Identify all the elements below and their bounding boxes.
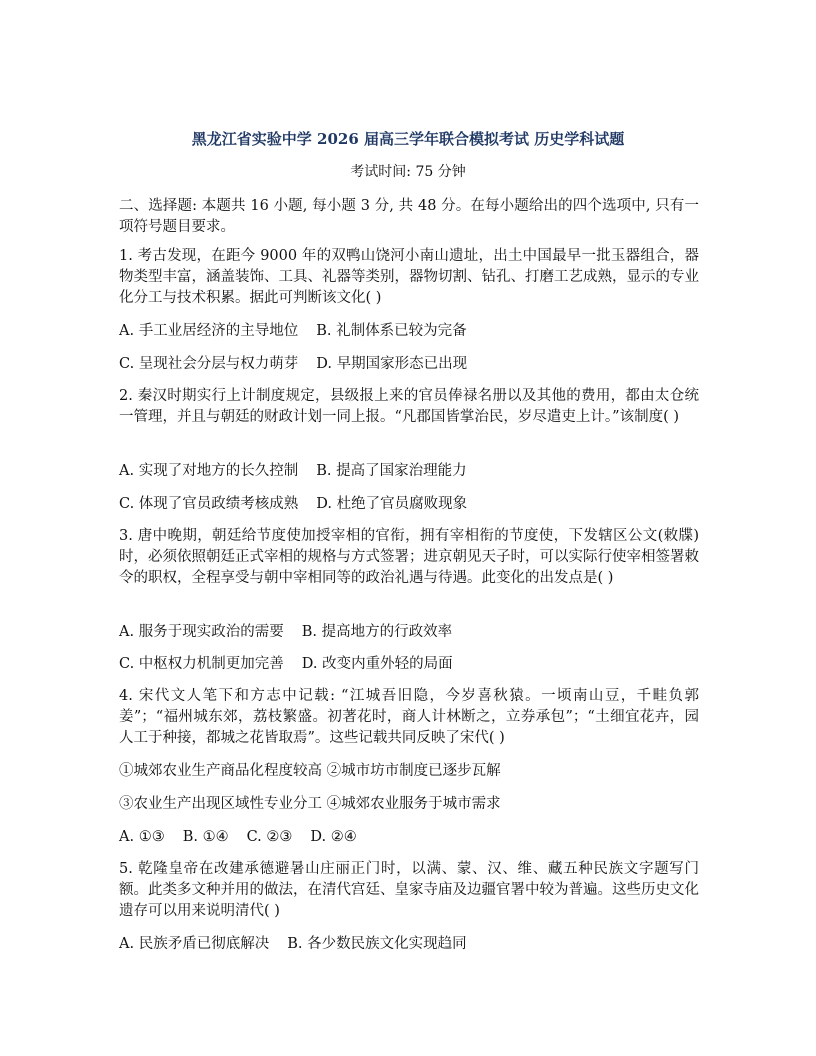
question-4-items-34: ③农业生产出现区域性专业分工 ④城郊农业服务于城市需求 [119,796,501,812]
question-5-option-a: A. 民族矛盾已彻底解决 [119,936,270,952]
question-1-options-ab [119,321,699,342]
question-4-option-b: B. ①④ [182,829,229,845]
question-1-options-cd [119,354,699,375]
question-4-items-12: ①城郊农业生产商品化程度较高 ②城市坊市制度已逐步瓦解 [119,763,501,779]
question-2-options-cd [119,494,699,515]
question-5-options-ab [119,934,699,955]
question-2-option-a: A. 实现了对地方的长久控制 [119,463,299,479]
question-3-option-b: B. 提高地方的行政效率 [301,624,453,640]
question-4-stem: 4. 宋代文人笔下和方志中记载: “江城吾旧隐，今岁喜秋猿。一顷南山豆，千畦负郭姜”；“福州城东郊，荔枝繁盛。初著花时，商人计林断之，立券承包”；“土细宜花卉，园人工于种接，都城之花皆取焉”。这些记载共同反映了宋代( ) [119,688,699,746]
question-1-option-d: D. 早期国家形态已出现 [316,356,468,372]
question-3-stem: 3. 唐中晚期，朝廷给节度使加授宰相的官衔，拥有宰相衔的节度使，下发辖区公文(敕牒)时，必须依照朝廷正式宰相的规格与方式签署；进京朝见天子时，可以实际行使宰相签署敕令的职权，全程享受与朝中宰相同等的政治礼遇与待遇。此变化的出发点是( ) [119,528,699,586]
question-1-option-a: A. 手工业居经济的主导地位 [119,323,299,339]
question-3-option-a: A. 服务于现实政治的需要 [119,624,284,640]
question-5-option-b: B. 各少数民族文化实现趋同 [287,936,467,952]
question-4-options [119,827,699,848]
question-2-option-d: D. 杜绝了官员腐败现象 [316,496,468,512]
question-5-stem: 5. 乾隆皇帝在改建承德避暑山庄丽正门时，以满、蒙、汉、维、藏五种民族文字题写门额。此类多文种并用的做法，在清代宫廷、皇家寺庙及边疆官署中较为普遍。这些历史文化遗存可以用来说明清代( ) [119,861,699,919]
question-3-option-d: D. 改变内重外轻的局面 [301,656,453,672]
question-4-option-d: D. ②④ [310,829,357,845]
question-4-option-c: C. ②③ [246,829,293,845]
question-1-option-b: B. 礼制体系已较为完备 [316,323,467,339]
exam-title: 黑龙江省实验中学 2026 届高三学年联合模拟考试 历史学科试题 [191,130,625,148]
question-4-option-a: A. ①③ [119,829,165,845]
question-1-stem: 1. 考古发现，在距今 9000 年的双鸭山饶河小南山遗址，出土中国最早一批玉器组合，器物类型丰富，涵盖装饰、工具、礼器等类别，器物切割、钻孔、打磨工艺成熟，显示的专业化分工与技术积累。据此可判断该文化( ) [119,248,699,306]
question-2-options-ab [119,461,699,482]
question-3-options-cd [119,654,699,675]
question-2-option-b: B. 提高了国家治理能力 [316,463,467,479]
question-2-stem: 2. 秦汉时期实行上计制度规定，县级报上来的官员俸禄名册以及其他的费用，都由太仓统一管理，并且与朝廷的财政计划一同上报。“凡郡国皆掌治民，岁尽遣吏上计。”该制度( ) [119,388,699,425]
section-instruction: 二、选择题: 本题共 16 小题, 每小题 3 分, 共 48 分。在每小题给出的四个选项中, 只有一项符号题目要求。 [119,198,699,235]
question-1-option-c: C. 呈现社会分层与权力萌芽 [119,356,299,372]
question-2-option-c: C. 体现了官员政绩考核成熟 [119,496,299,512]
question-3-options-ab [119,622,699,643]
exam-time: 考试时间: 75 分钟 [350,164,466,180]
question-3-option-c: C. 中枢权力机制更加完善 [119,656,284,672]
